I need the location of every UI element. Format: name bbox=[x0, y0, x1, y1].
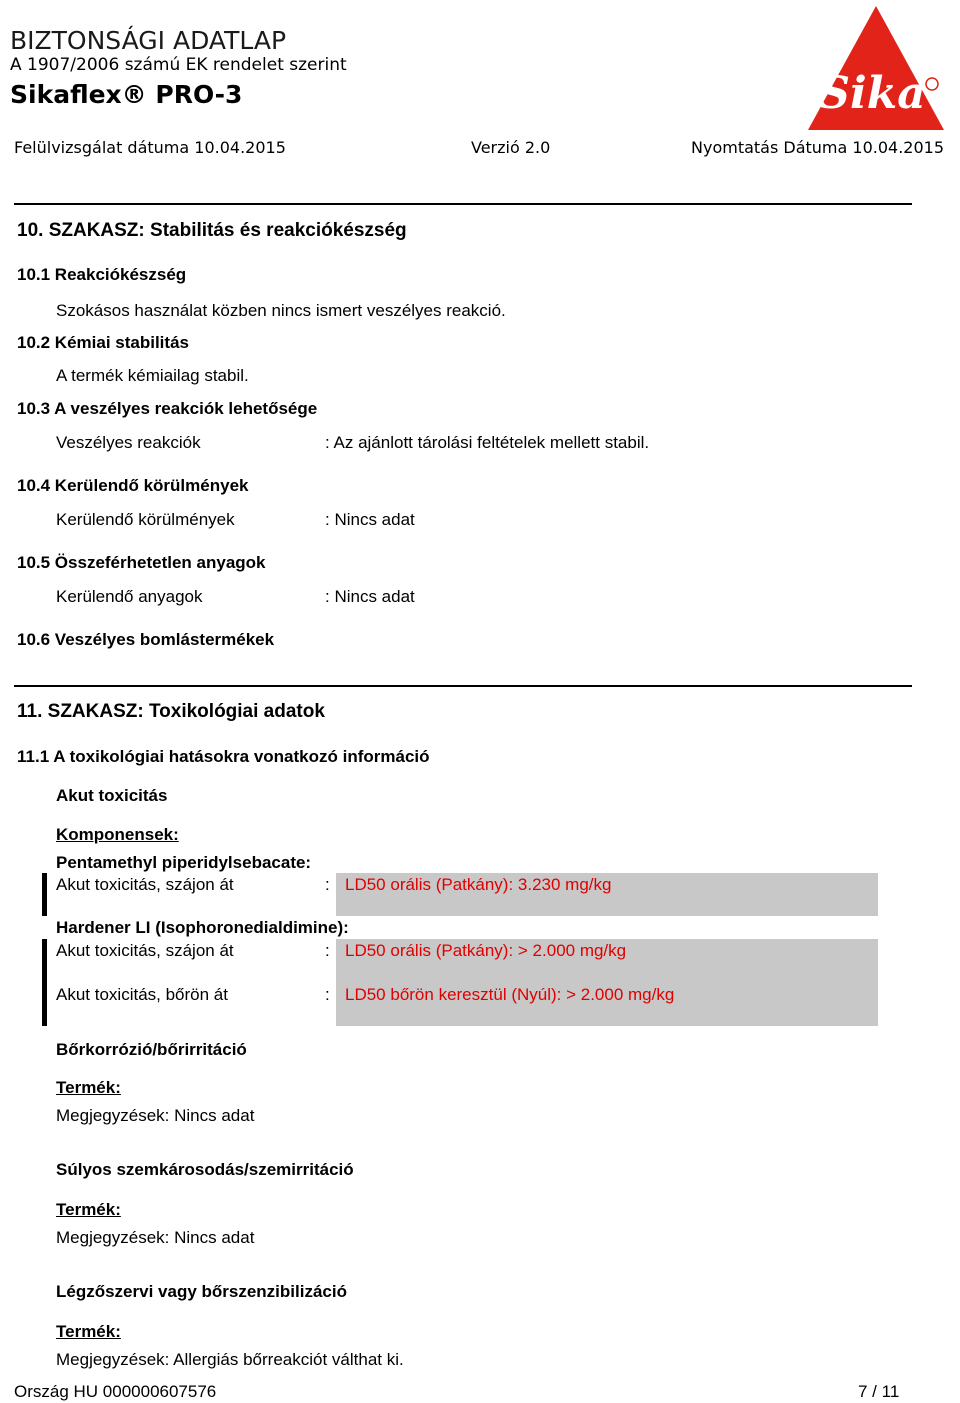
section-10-heading: 10. SZAKASZ: Stabilitás és reakciókészség bbox=[17, 220, 407, 241]
stability-text: A termék kémiailag stabil. bbox=[56, 366, 249, 385]
component-2-name: Hardener LI (Isophoronedialdimine): bbox=[56, 918, 349, 937]
eye-remarks: Megjegyzések: Nincs adat bbox=[56, 1228, 255, 1247]
product-label: Termék: bbox=[56, 1078, 121, 1097]
colon: : bbox=[325, 941, 330, 960]
page-number: 7 / 11 bbox=[858, 1382, 900, 1401]
section-divider bbox=[14, 685, 912, 687]
conditions-to-avoid-value: : Nincs adat bbox=[325, 510, 415, 529]
product-name: Sikaflex® PRO-3 bbox=[10, 80, 243, 109]
eye-damage-heading: Súlyos szemkárosodás/szemirritáció bbox=[56, 1160, 354, 1179]
product-label: Termék: bbox=[56, 1200, 121, 1219]
subsection-10-3-heading: 10.3 A veszélyes reakciók lehetősége bbox=[17, 399, 318, 418]
print-date: Nyomtatás Dátuma 10.04.2015 bbox=[691, 138, 945, 157]
acute-oral-value: LD50 orális (Patkány): 3.230 mg/kg bbox=[345, 875, 612, 894]
conditions-to-avoid-label: Kerülendő körülmények bbox=[56, 510, 235, 529]
acute-toxicity-heading: Akut toxicitás bbox=[56, 786, 168, 805]
skin-corrosion-heading: Bőrkorrózió/bőrirritáció bbox=[56, 1040, 247, 1059]
sensitisation-heading: Légzőszervi vagy bőrszenzibilizáció bbox=[56, 1282, 347, 1301]
subsection-10-6-heading: 10.6 Veszélyes bomlástermékek bbox=[17, 630, 275, 649]
subsection-11-1-heading: 11.1 A toxikológiai hatásokra vonatkozó információ bbox=[17, 747, 430, 766]
components-label: Komponensek: bbox=[56, 825, 179, 844]
subsection-10-5-heading: 10.5 Összeférhetetlen anyagok bbox=[17, 553, 266, 572]
sika-logo bbox=[806, 4, 946, 132]
hazardous-reactions-value: : Az ajánlott tárolási feltételek mellett stabil. bbox=[325, 433, 650, 452]
registered-mark-icon bbox=[926, 78, 938, 90]
change-bar bbox=[42, 873, 47, 916]
hazardous-reactions-label: Veszélyes reakciók bbox=[56, 433, 201, 452]
sensitisation-remarks: Megjegyzések: Allergiás bőrreakciót válthat ki. bbox=[56, 1350, 404, 1369]
materials-to-avoid-value: : Nincs adat bbox=[325, 587, 415, 606]
version: Verzió 2.0 bbox=[471, 138, 551, 157]
revision-date: Felülvizsgálat dátuma 10.04.2015 bbox=[14, 138, 286, 157]
reactivity-text: Szokásos használat közben nincs ismert veszélyes reakció. bbox=[56, 301, 506, 320]
subsection-10-1-heading: 10.1 Reakciókészség bbox=[17, 265, 187, 284]
acute-oral-value: LD50 orális (Patkány): > 2.000 mg/kg bbox=[345, 941, 627, 960]
section-11-heading: 11. SZAKASZ: Toxikológiai adatok bbox=[17, 701, 325, 722]
colon: : bbox=[325, 985, 330, 1004]
section-divider bbox=[14, 203, 912, 205]
logo-text: Sika bbox=[818, 68, 926, 119]
document-title: BIZTONSÁGI ADATLAP bbox=[10, 26, 287, 55]
subsection-10-4-heading: 10.4 Kerülendő körülmények bbox=[17, 476, 249, 495]
product-label: Termék: bbox=[56, 1322, 121, 1341]
component-1-name: Pentamethyl piperidylsebacate: bbox=[56, 853, 312, 872]
regulation-subtitle: A 1907/2006 számú EK rendelet szerint bbox=[10, 55, 347, 75]
skin-remarks: Megjegyzések: Nincs adat bbox=[56, 1106, 255, 1125]
colon: : bbox=[325, 875, 330, 894]
materials-to-avoid-label: Kerülendő anyagok bbox=[56, 587, 203, 606]
acute-oral-label: Akut toxicitás, szájon át bbox=[56, 941, 234, 960]
acute-oral-label: Akut toxicitás, szájon át bbox=[56, 875, 234, 894]
subsection-10-2-heading: 10.2 Kémiai stabilitás bbox=[17, 333, 189, 352]
footer-country: Ország HU 000000607576 bbox=[14, 1382, 217, 1401]
acute-dermal-label: Akut toxicitás, bőrön át bbox=[56, 985, 228, 1004]
acute-dermal-value: LD50 bőrön keresztül (Nyúl): > 2.000 mg/kg bbox=[345, 985, 675, 1004]
change-bar bbox=[42, 939, 47, 1026]
